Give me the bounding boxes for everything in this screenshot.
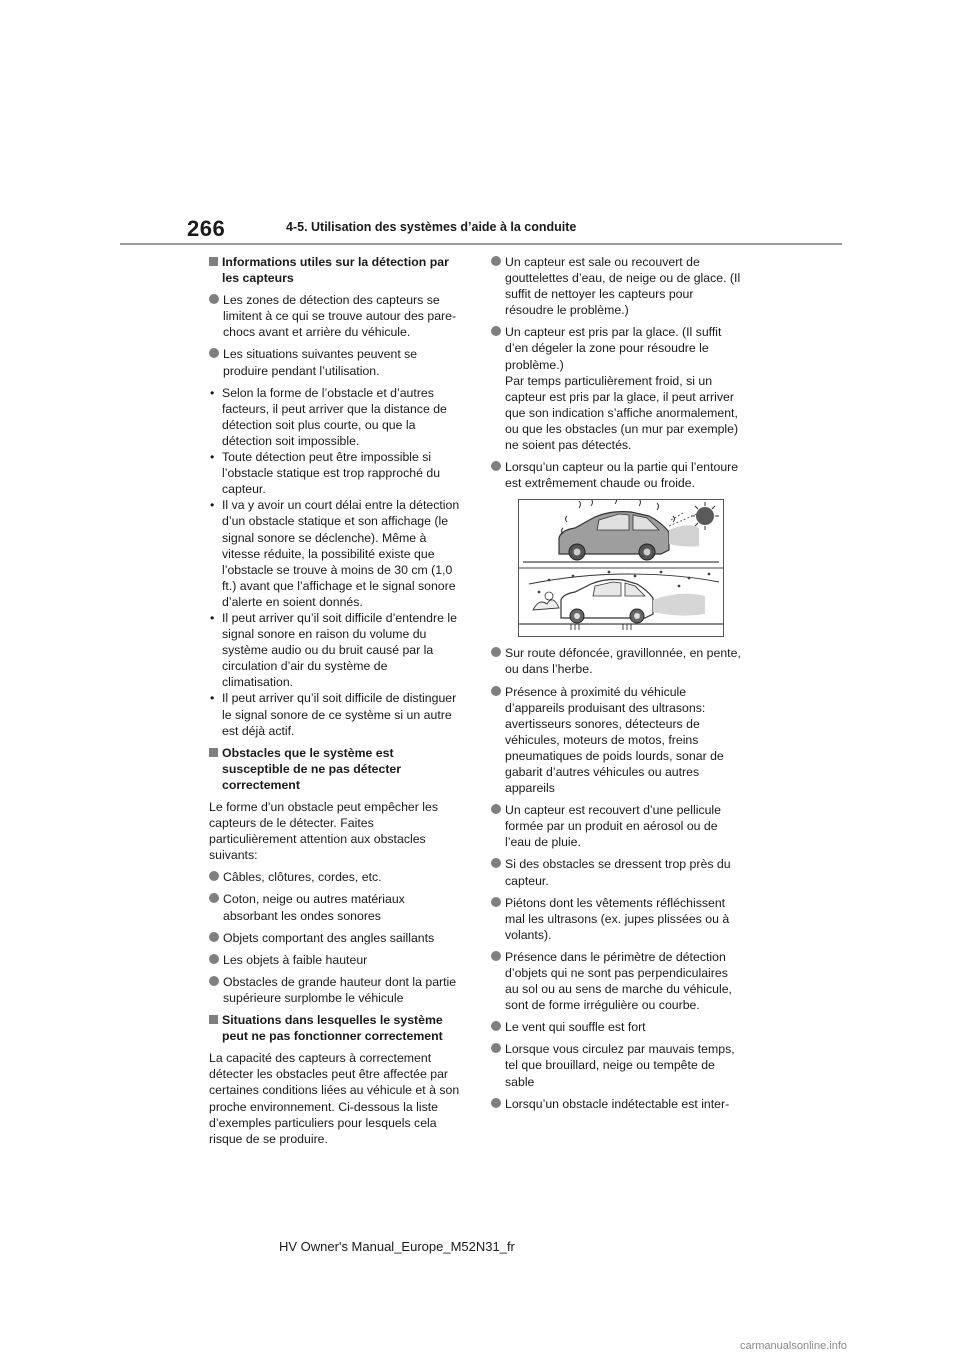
heading-sensor-info xyxy=(209,254,461,286)
list-item xyxy=(491,324,743,453)
bullet-text: Câbles, clôtures, cordes, etc. xyxy=(223,870,382,885)
list-item xyxy=(491,459,743,491)
page-number: 266 xyxy=(187,216,226,241)
car-weather-illustration xyxy=(519,500,723,636)
round-bullet-icon xyxy=(209,932,219,942)
round-bullet-icon xyxy=(209,294,219,304)
list-item xyxy=(491,856,743,888)
right-column xyxy=(491,254,743,1118)
heading-text: Informations utiles sur la détection par les capteurs xyxy=(222,255,449,286)
bullet-text: Présence à proximité du véhicule d’appareils produisant des ultrasons: avertisseurs sonores, détecteurs de véhicules, moteurs de motos, freins pneumatiques de poids lourds, sonar de gabarit d’autres véhicules ou autres appareils xyxy=(505,684,724,796)
list-item xyxy=(491,1019,743,1035)
bullet-text: Lorsqu’un capteur ou la partie qui l’entoure est extrêmement chaude ou froide. xyxy=(505,460,739,491)
bullet-text: Les situations suivantes peuvent se produire pendant l’utilisation. xyxy=(223,347,418,378)
bullet-text: Sur route défoncée, gravillonnée, en pente, ou dans l’herbe. xyxy=(505,646,741,677)
bullet-text: Un capteur est sale ou recouvert de gouttelettes d’eau, de neige ou de glace. (Il suffit de nettoyer les capteurs pour résoudre le problème.) xyxy=(505,255,741,318)
list-item xyxy=(209,891,461,923)
list-item xyxy=(491,254,743,318)
list-item xyxy=(491,895,743,943)
round-bullet-icon xyxy=(491,461,501,471)
list-item xyxy=(209,974,461,1006)
illustration-car-sensor-conditions xyxy=(518,499,724,637)
sub-list xyxy=(209,385,461,739)
list-item xyxy=(491,949,743,1013)
heading-malfunction-situations xyxy=(209,1012,461,1044)
heading-text: Situations dans lesquelles le système peut ne pas fonctionner correctement xyxy=(222,1013,443,1044)
bullet-text: Les zones de détection des capteurs se limitent à ce qui se trouve autour des pare-chocs avant et arrière du véhicule. xyxy=(223,293,457,340)
round-bullet-icon xyxy=(491,1021,501,1031)
paragraph: Le forme d’un obstacle peut empêcher les capteurs de le détecter. Faites particulièrement attention aux obstacles suivants: xyxy=(209,800,438,863)
list-item xyxy=(209,930,461,946)
list-item xyxy=(491,802,743,850)
footer-manual-name: HV Owner's Manual_Europe_M52N31_fr xyxy=(279,1239,515,1254)
bullet-text: Présence dans le périmètre de détection d’objets qui ne sont pas perpendiculaires au sol ou au sens de marche du véhicule, sont de forme irrégulière ou courbe. xyxy=(505,949,732,1013)
bullet-text: Objets comportant des angles saillants xyxy=(223,930,435,945)
bullet-text: Obstacles de grande hauteur dont la partie supérieure surplombe le véhicule xyxy=(223,974,457,1005)
left-column xyxy=(209,254,461,1153)
round-bullet-icon xyxy=(491,326,501,336)
list-item xyxy=(209,952,461,968)
heading-undetected-obstacles xyxy=(209,745,461,793)
bullet-text: Les objets à faible hauteur xyxy=(223,952,368,967)
list-item xyxy=(491,1041,743,1089)
round-bullet-icon xyxy=(491,647,501,657)
list-item xyxy=(491,645,743,677)
sub-list-item: • Toute détection peut être impossible si l’obstacle statique est trop rapproché du capteur. xyxy=(209,449,461,497)
round-bullet-icon xyxy=(209,348,219,358)
bullet-text: Un capteur est recouvert d’une pellicule formée par un produit en aérosol ou de l’eau de pluie. xyxy=(505,803,722,850)
list-item xyxy=(491,1096,743,1112)
bullet-text: Coton, neige ou autres matériaux absorbant les ondes sonores xyxy=(223,892,405,923)
bullet-text: Si des obstacles se dressent trop près du capteur. xyxy=(505,857,731,888)
list-item xyxy=(209,346,461,378)
bullet-text: Un capteur est pris par la glace. (Il suffit d’en dégeler la zone pour résoudre le problème.) Par temps particulièrement froid, si un capteur est pris par la glace, il peut arriver que son indication s’affiche anormalement, ou que les obstacles (un mur par exemple) ne soient pas détectés. xyxy=(505,325,739,453)
bullet-text: Le vent qui souffle est fort xyxy=(505,1020,646,1035)
paragraph: La capacité des capteurs à correctement détecter les obstacles peut être affectée par certaines conditions liées au véhicule et à son proche environnement. Ci-dessous la liste d’exemples particuliers pour lesquels cela risque de se produire. xyxy=(209,1051,460,1146)
watermark: carmanualsonline.info xyxy=(740,1340,848,1352)
round-bullet-icon xyxy=(491,951,501,961)
list-item xyxy=(491,684,743,797)
round-bullet-icon xyxy=(491,1098,501,1108)
sub-list-item: • Il peut arriver qu’il soit difficile de distinguer le signal sonore de ce système si un autre est déjà actif. xyxy=(209,690,461,738)
bullet-text: Piétons dont les vêtements réfléchissent mal les ultrasons (ex. jupes plissées ou à volants). xyxy=(505,895,730,942)
sub-list-item: • Selon la forme de l’obstacle et d’autres facteurs, il peut arriver que la distance de détection soit plus courte, ou que la détection soit impossible. xyxy=(209,385,461,449)
header-rule xyxy=(120,243,842,245)
round-bullet-icon xyxy=(491,256,501,266)
round-bullet-icon xyxy=(209,976,219,986)
round-bullet-icon xyxy=(491,858,501,868)
list-item xyxy=(209,292,461,340)
square-bullet-icon xyxy=(209,257,218,266)
list-item xyxy=(209,869,461,885)
sub-list-item: • Il va y avoir un court délai entre la détection d’un obstacle statique et son affichage (le signal sonore se déclenche). Même à vitesse réduite, la possibilité existe que l’obstacle se trouve à moins de 30 cm (1,0 ft.) avant que l’affichage et le signal sonore d’alerte en soient donnés. xyxy=(209,497,461,610)
square-bullet-icon xyxy=(209,1015,218,1024)
bullet-text: Lorsqu’un obstacle indétectable est inter- xyxy=(505,1096,730,1111)
round-bullet-icon xyxy=(209,893,219,903)
heading-text: Obstacles que le système est susceptible de ne pas détecter correctement xyxy=(222,745,402,792)
round-bullet-icon xyxy=(209,954,219,964)
square-bullet-icon xyxy=(209,748,218,757)
round-bullet-icon xyxy=(491,686,501,696)
round-bullet-icon xyxy=(209,871,219,881)
section-title: 4-5. Utilisation des systèmes d’aide à la conduite xyxy=(286,220,577,234)
bullet-text: Lorsque vous circulez par mauvais temps, tel que brouillard, neige ou tempête de sable xyxy=(505,1042,735,1089)
round-bullet-icon xyxy=(491,897,501,907)
round-bullet-icon xyxy=(491,804,501,814)
sub-list-item: • Il peut arriver qu’il soit difficile d’entendre le signal sonore en raison du volume du système audio ou du bruit causé par la circulation d’air du système de climatisation. xyxy=(209,610,461,690)
round-bullet-icon xyxy=(491,1043,501,1053)
